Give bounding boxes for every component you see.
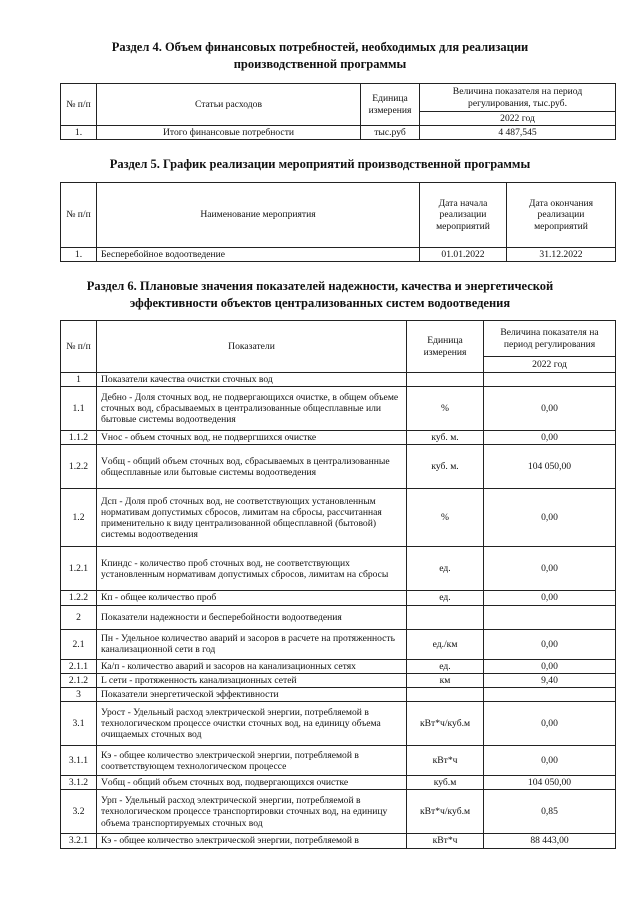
table-row xyxy=(61,445,616,489)
s6-num: 2.1.1 xyxy=(61,659,97,673)
s6-unit: % xyxy=(407,387,484,431)
s6-name: L сети - протяженность канализационных сетей xyxy=(97,673,407,687)
s5-cell-end: 31.12.2022 xyxy=(507,248,616,262)
s6-header-name: Показатели xyxy=(97,321,407,373)
s6-num: 2.1 xyxy=(61,629,97,659)
s5-header-num: № п/п xyxy=(61,183,97,248)
s6-num: 1.1 xyxy=(61,387,97,431)
s6-value: 9,40 xyxy=(484,673,616,687)
s6-num: 1.1.2 xyxy=(61,431,97,445)
s4-header-year: 2022 год xyxy=(420,112,616,126)
s6-unit: % xyxy=(407,489,484,547)
table-row xyxy=(61,629,616,659)
s6-unit: ед. xyxy=(407,591,484,605)
s5-cell-num: 1. xyxy=(61,248,97,262)
s5-cell-start: 01.01.2022 xyxy=(420,248,507,262)
s4-header-item: Статьи расходов xyxy=(97,84,361,126)
s5-cell-name: Бесперебойное водоотведение xyxy=(97,248,420,262)
s6-name: Показатели качества очистки сточных вод xyxy=(97,373,407,387)
s6-num: 2 xyxy=(61,605,97,629)
s4-header-unit: Единица измерения xyxy=(361,84,420,126)
s4-header-value: Величина показателя на период регулирования, тыс.руб. xyxy=(420,84,616,112)
s6-num: 3.2.1 xyxy=(61,834,97,848)
s6-num: 2.1.2 xyxy=(61,673,97,687)
s6-unit: ед. xyxy=(407,659,484,673)
s6-num: 3 xyxy=(61,688,97,702)
s6-value: 0,00 xyxy=(484,387,616,431)
table-row xyxy=(61,547,616,591)
s6-name: Показатели надежности и бесперебойности водоотведения xyxy=(97,605,407,629)
s6-value: 0,00 xyxy=(484,702,616,746)
s6-name: Кэ - общее количество электрической энергии, потребляемой в xyxy=(97,834,407,848)
s6-header-num: № п/п xyxy=(61,321,97,373)
s6-name: Пн - Удельное количество аварий и засоров в расчете на протяженность канализационной сети в год xyxy=(97,629,407,659)
s6-unit: куб. м. xyxy=(407,445,484,489)
s6-value: 104 050,00 xyxy=(484,776,616,790)
table-row xyxy=(61,605,616,629)
s6-num: 1.2.2 xyxy=(61,591,97,605)
s6-name: Vнос - объем сточных вод, не подвергшихся очистке xyxy=(97,431,407,445)
s4-header-num: № п/п xyxy=(61,84,97,126)
s6-unit: ед. xyxy=(407,547,484,591)
s6-name: Показатели энергетической эффективности xyxy=(97,688,407,702)
s6-num: 3.1.1 xyxy=(61,746,97,776)
table-row xyxy=(61,834,616,848)
s6-name: Урп - Удельный расход электрической энергии, потребляемой в технологическом процессе транспортировки сточных вод, на единицу объема транспортируемых сточных вод xyxy=(97,790,407,834)
s6-num: 1.2.1 xyxy=(61,547,97,591)
s6-value: 0,85 xyxy=(484,790,616,834)
s6-value xyxy=(484,373,616,387)
s4-cell-item: Итого финансовые потребности xyxy=(97,126,361,140)
s4-cell-unit: тыс.руб xyxy=(361,126,420,140)
s6-num: 1.2 xyxy=(61,489,97,547)
s5-header-start: Дата начала реализации мероприятий xyxy=(420,183,507,248)
s6-name: Vобщ - общий объем сточных вод, сбрасываемых в централизованные общесплавные или бытовые системы водоотведения xyxy=(97,445,407,489)
s6-num: 1 xyxy=(61,373,97,387)
table-row xyxy=(61,673,616,687)
table-row xyxy=(61,489,616,547)
table-row xyxy=(61,387,616,431)
s6-unit: кВт*ч xyxy=(407,834,484,848)
s5-header-name: Наименование мероприятия xyxy=(97,183,420,248)
table-row xyxy=(61,431,616,445)
section6-title-line2: эффективности объектов централизованных систем водоотведения xyxy=(129,296,511,310)
s6-header-unit: Единица измерения xyxy=(407,321,484,373)
table-row xyxy=(61,659,616,673)
s6-num: 3.2 xyxy=(61,790,97,834)
section4-title-line2: производственной программы xyxy=(233,57,407,71)
s6-num: 3.1 xyxy=(61,702,97,746)
s4-cell-num: 1. xyxy=(61,126,97,140)
s6-unit: кВт*ч/куб.м xyxy=(407,790,484,834)
section6-title-line1: Раздел 6. Плановые значения показателей надежности, качества и энергетической xyxy=(86,279,554,293)
table-row xyxy=(61,591,616,605)
s6-value xyxy=(484,605,616,629)
s6-name: Кп - общее количество проб xyxy=(97,591,407,605)
table-row xyxy=(61,126,616,140)
s6-value: 0,00 xyxy=(484,431,616,445)
section4-table xyxy=(60,83,616,140)
s6-unit: кВт*ч xyxy=(407,746,484,776)
s6-unit: куб. м. xyxy=(407,431,484,445)
s6-unit xyxy=(407,605,484,629)
s6-value: 0,00 xyxy=(484,547,616,591)
s6-unit: куб.м xyxy=(407,776,484,790)
s6-value: 104 050,00 xyxy=(484,445,616,489)
table-row xyxy=(61,776,616,790)
s6-unit: ед./км xyxy=(407,629,484,659)
s6-num: 3.1.2 xyxy=(61,776,97,790)
s6-value: 88 443,00 xyxy=(484,834,616,848)
s6-name: Кпиндс - количество проб сточных вод, не соответствующих установленным нормативам допустимых сбросов, лимитам на сбросы xyxy=(97,547,407,591)
s6-value: 0,00 xyxy=(484,591,616,605)
s6-unit: км xyxy=(407,673,484,687)
s6-name: Дебно - Доля сточных вод, не подвергающихся очистке, в общем объеме сточных вод, сбрасываемых в централизованные общесплавные или бытовые системы водоотведения xyxy=(97,387,407,431)
section6-table xyxy=(60,320,616,849)
section5-title: Раздел 5. График реализации мероприятий производственной программы xyxy=(109,157,531,171)
s6-unit: кВт*ч/куб.м xyxy=(407,702,484,746)
s5-header-end: Дата окончания реализации мероприятий xyxy=(507,183,616,248)
s6-value: 0,00 xyxy=(484,746,616,776)
s6-name: Vобщ - общий объем сточных вод, подвергающихся очистке xyxy=(97,776,407,790)
table-row xyxy=(61,248,616,262)
s6-name: Кэ - общее количество электрической энергии, потребляемой в соответствующем технологическом процессе xyxy=(97,746,407,776)
s6-name: Ка/п - количество аварий и засоров на канализационных сетях xyxy=(97,659,407,673)
s6-value: 0,00 xyxy=(484,629,616,659)
table-row xyxy=(61,746,616,776)
section4-title-line1: Раздел 4. Объем финансовых потребностей, необходимых для реализации xyxy=(111,40,529,54)
s4-cell-value: 4 487,545 xyxy=(420,126,616,140)
table-row xyxy=(61,373,616,387)
s6-header-year: 2022 год xyxy=(484,357,616,373)
s6-value: 0,00 xyxy=(484,489,616,547)
s6-unit xyxy=(407,688,484,702)
table-row xyxy=(61,790,616,834)
s6-value: 0,00 xyxy=(484,659,616,673)
s6-name: Урост - Удельный расход электрической энергии, потребляемой в технологическом процессе очистки сточных вод, на единицу объема очищаемых сточных вод xyxy=(97,702,407,746)
s6-num: 1.2.2 xyxy=(61,445,97,489)
table-row xyxy=(61,688,616,702)
table-row xyxy=(61,702,616,746)
s6-value xyxy=(484,688,616,702)
s6-header-value: Величина показателя на период регулирования xyxy=(484,321,616,357)
s6-name: Дсп - Доля проб сточных вод, не соответствующих установленным нормативам допустимых сбросов, лимитам на сбросы, рассчитанная применительно к виду централизованной общесплавной (бытовой) системы водоотведения xyxy=(97,489,407,547)
s6-unit xyxy=(407,373,484,387)
section5-table xyxy=(60,182,616,262)
